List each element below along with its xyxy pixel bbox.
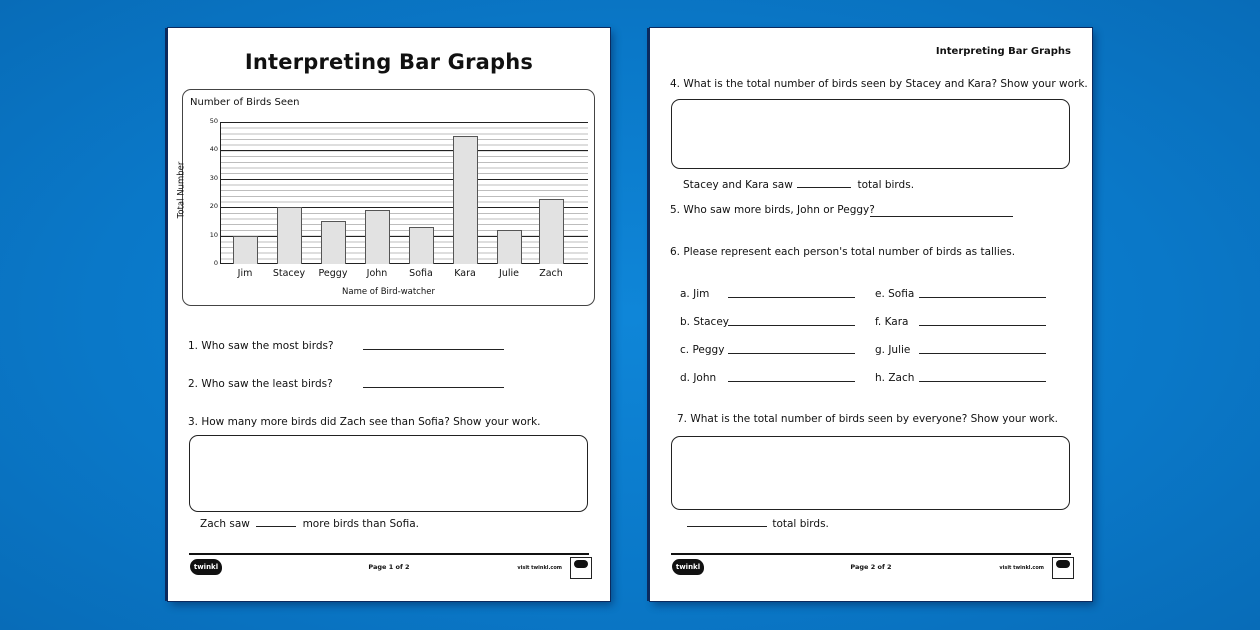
tally-line[interactable] [919,381,1046,382]
x-tick-label: Stacey [272,268,306,279]
x-tick-label: Peggy [318,268,348,279]
major-gridline [220,207,588,208]
answer-sentence-4 [683,179,914,191]
bar-stacey [277,207,302,264]
answer-line-1[interactable] [363,349,504,350]
answer-suffix: total birds. [857,179,915,191]
y-axis [220,122,221,264]
y-tick-label: 30 [209,173,218,182]
question-7: 7. What is the total number of birds seen by everyone? Show your work. [677,413,1058,425]
major-gridline [220,236,588,237]
work-box-4[interactable] [671,99,1070,169]
question-1: 1. Who saw the most birds? [188,340,334,352]
tally-label: e. Sofia [875,288,915,300]
bar-chart [176,89,595,306]
x-axis [220,263,588,264]
x-tick-label: Kara [454,268,476,279]
website-link[interactable]: visit twinkl.com [517,565,562,571]
quality-badge-icon [570,557,592,579]
x-tick-label: John [366,268,388,279]
page-number: Page 2 of 2 [850,563,892,571]
bar-jim [233,236,258,264]
answer-sentence-7 [687,518,829,530]
bar-john [365,210,390,264]
question-2: 2. Who saw the least birds? [188,378,333,390]
question-6: 6. Please represent each person's total number of birds as tallies. [670,246,1016,258]
y-tick-label: 40 [209,145,218,154]
answer-suffix: more birds than Sofia. [302,518,419,530]
y-axis-title: Total Number [176,161,187,219]
worksheet-page-2 [650,28,1092,601]
answer-blank-4[interactable] [797,187,851,188]
question-5: 5. Who saw more birds, John or Peggy? [670,204,875,216]
bar-peggy [321,221,346,264]
bar-kara [453,136,478,264]
tally-label: c. Peggy [680,344,725,356]
bar-julie [497,230,522,264]
tally-line[interactable] [919,297,1046,298]
major-gridline [220,179,588,180]
x-tick-label: Julie [499,268,519,279]
answer-prefix: Stacey and Kara saw [683,179,793,191]
question-3: 3. How many more birds did Zach see than Sofia? Show your work. [188,416,541,428]
tally-line[interactable] [728,353,855,354]
bar-zach [539,199,564,264]
answer-blank-3[interactable] [256,526,296,527]
twinkl-logo: twinkl [672,559,704,575]
chart-title: Number of Birds Seen [190,97,300,108]
answer-blank-7[interactable] [687,526,767,527]
answer-line-5[interactable] [870,216,1013,217]
major-gridline [220,122,588,123]
tally-line[interactable] [919,353,1046,354]
website-link[interactable]: visit twinkl.com [999,565,1044,571]
y-tick-label: 50 [209,117,218,125]
x-tick-label: Zach [539,268,563,279]
work-box-3[interactable] [189,435,588,512]
footer-divider [189,553,589,555]
bar-sofia [409,227,434,264]
tally-line[interactable] [919,325,1046,326]
tally-label: g. Julie [875,344,911,356]
y-tick-label: 20 [209,202,218,211]
plot-area [209,117,588,279]
tally-label: a. Jim [680,288,710,300]
quality-badge-icon [1052,557,1074,579]
page-header: Interpreting Bar Graphs [935,46,1071,57]
x-axis-title: Name of Bird-watcher [342,287,435,297]
tally-label: d. John [680,372,717,384]
tally-line[interactable] [728,381,855,382]
footer-divider [671,553,1071,555]
tally-label: f. Kara [875,316,909,328]
tally-label: h. Zach [875,372,915,384]
y-tick-label: 0 [213,259,218,267]
x-tick-label: Sofia [409,268,433,279]
major-gridline [220,150,588,151]
tally-line[interactable] [728,325,855,326]
tally-label: b. Stacey [680,316,730,328]
work-box-7[interactable] [671,436,1070,510]
x-tick-label: Jim [237,268,253,279]
answer-sentence-3 [200,518,419,530]
worksheet-page-1 [168,28,610,601]
answer-prefix: Zach saw [200,518,250,530]
y-tick-label: 10 [209,230,218,239]
tally-line[interactable] [728,297,855,298]
answer-suffix: total birds. [772,518,829,530]
page-title: Interpreting Bar Graphs [244,50,534,74]
answer-line-2[interactable] [363,387,504,388]
page-number: Page 1 of 2 [368,563,410,571]
question-4: 4. What is the total number of birds seen by Stacey and Kara? Show your work. [670,78,1088,90]
twinkl-logo: twinkl [190,559,222,575]
